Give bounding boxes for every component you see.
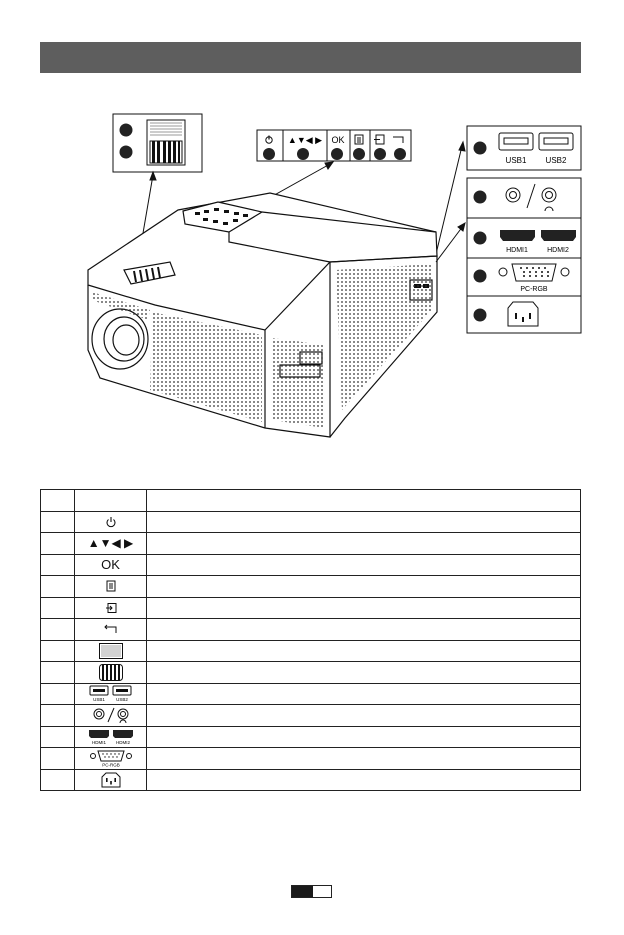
table-row <box>41 662 581 684</box>
hdmi-ports-icon <box>87 728 135 745</box>
table-row <box>41 490 581 512</box>
pcrgb-label: PC-RGB <box>520 286 548 293</box>
hdmi2-label: HDMI2 <box>547 247 569 254</box>
control-panel-callout <box>257 130 411 161</box>
arrow-keys-label: ▲▼◀ ▶ <box>287 135 323 145</box>
vga-port-icon <box>89 750 133 767</box>
ports-callout <box>467 178 581 333</box>
usb-ports-icon <box>89 685 133 702</box>
table-row <box>41 554 581 576</box>
table-row <box>41 640 581 662</box>
ok-button-label: OK <box>101 556 120 572</box>
table-row <box>41 726 581 748</box>
arrow-keys-icon: ▲▼◀ ▶ <box>87 536 134 551</box>
usb2-label: USB2 <box>545 156 567 165</box>
hdmi1-small-label: HDMI1 <box>91 740 106 746</box>
usb-callout <box>467 126 581 170</box>
hdmi1-label: HDMI1 <box>506 247 528 254</box>
table-row <box>41 533 581 555</box>
component-table <box>40 489 581 791</box>
table-row <box>41 705 581 727</box>
ok-label: OK <box>331 135 345 145</box>
usb1-small-label: USB1 <box>92 697 105 703</box>
page-number-indicator <box>291 885 332 898</box>
menu-icon <box>106 580 116 592</box>
usb2-small-label: USB2 <box>115 697 128 703</box>
keystone-dial-icon <box>99 643 123 659</box>
ac-power-icon <box>101 772 121 788</box>
table-row <box>41 619 581 641</box>
power-icon <box>105 516 117 528</box>
table-row <box>41 769 581 791</box>
usb1-label: USB1 <box>505 156 527 165</box>
table-row <box>41 748 581 770</box>
focus-callout-box <box>113 114 202 172</box>
pcrgb-small-label: PC-RGB <box>101 762 120 767</box>
hdmi2-small-label: HDMI2 <box>115 740 130 746</box>
source-icon <box>105 602 117 614</box>
table-row <box>41 576 581 598</box>
table-row <box>41 597 581 619</box>
back-icon <box>104 624 118 634</box>
audio-ports-icon <box>89 707 133 724</box>
table-row <box>41 511 581 533</box>
focus-wheel-icon <box>99 664 123 681</box>
table-row <box>41 683 581 705</box>
